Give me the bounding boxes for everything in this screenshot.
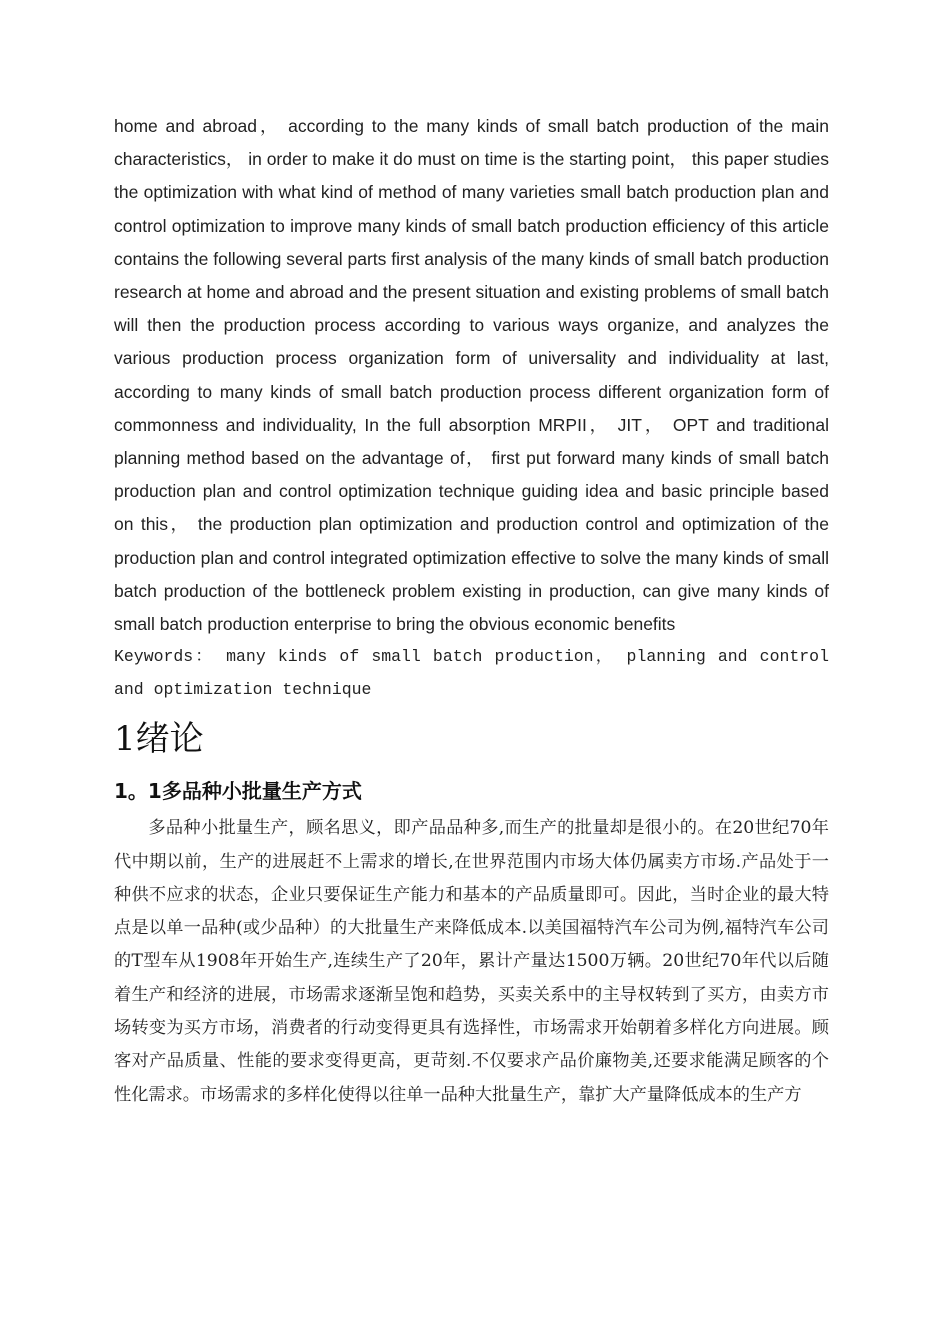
chapter-heading: 1绪论: [114, 719, 204, 760]
keywords-text: many kinds of small batch production， planning and control and optimization technique: [114, 647, 829, 699]
section-body-paragraph: 多品种小批量生产，顾名思义，即产品品种多,而生产的批量却是很小的。在20世纪70年代中期以前，生产的进展赶不上需求的增长,在世界范围内市场大体仍属卖方市场.产品处于一种供不应求的状态，企业只要保证生产能力和基本的产品质量即可。因此，当时企业的最大特点是以单一品种(或少品种）的大批量生产来降低成本.以美国福特汽车公司为例,福特汽车公司的T型车从1908年开始生产,连续生产了20年，累计产量达1500万辆。20世纪70年代以后随着生产和经济的进展，市场需求逐渐呈饱和趋势，买卖关系中的主导权转到了买方，由卖方市场转变为买方市场，消费者的行动变得更具有选择性，市场需求开始朝着多样化方向进展。顾客对产品质量、性能的要求变得更高，更苛刻.不仅要求产品价廉物美,还要求能满足顾客的个性化需求。市场需求的多样化使得以往单一品种大批量生产，靠扩大产量降低成本的生产方: [114, 818, 829, 1105]
keywords-label: Keywords：: [114, 647, 215, 667]
english-abstract-paragraph: home and abroad， according to the many kinds of small batch production of the main characteristics， in order to make it do must on time is the starting point， this paper studies the optimization with what kind of method of many varieties small batch production plan and control optimization to improve many kinds of small batch production efficiency of this article contains the following several parts first analysis of the many kinds of small batch production research at home and abroad and the present situation and existing problems of small batch will then the production process according to various ways organize, and analyzes the various production process organization form of universality and individuality at last, according to many kinds of small batch production process different organization form of commonness and individuality, In the full absorption MRPII， JIT， OPT and traditional planning method based on the advantage of， first put forward many kinds of small batch production plan and control optimization technique guiding idea and basic principle based on this， the production plan optimization and production control and optimization of the production plan and control integrated optimization effective to solve the many kinds of small batch production of the bottleneck problem existing in production, can give many kinds of small batch production enterprise to bring the obvious economic benefits: [114, 116, 829, 635]
section-heading: 1。1多品种小批量生产方式: [114, 779, 362, 804]
keywords-line: [114, 641, 829, 706]
document-page: [114, 110, 829, 1112]
